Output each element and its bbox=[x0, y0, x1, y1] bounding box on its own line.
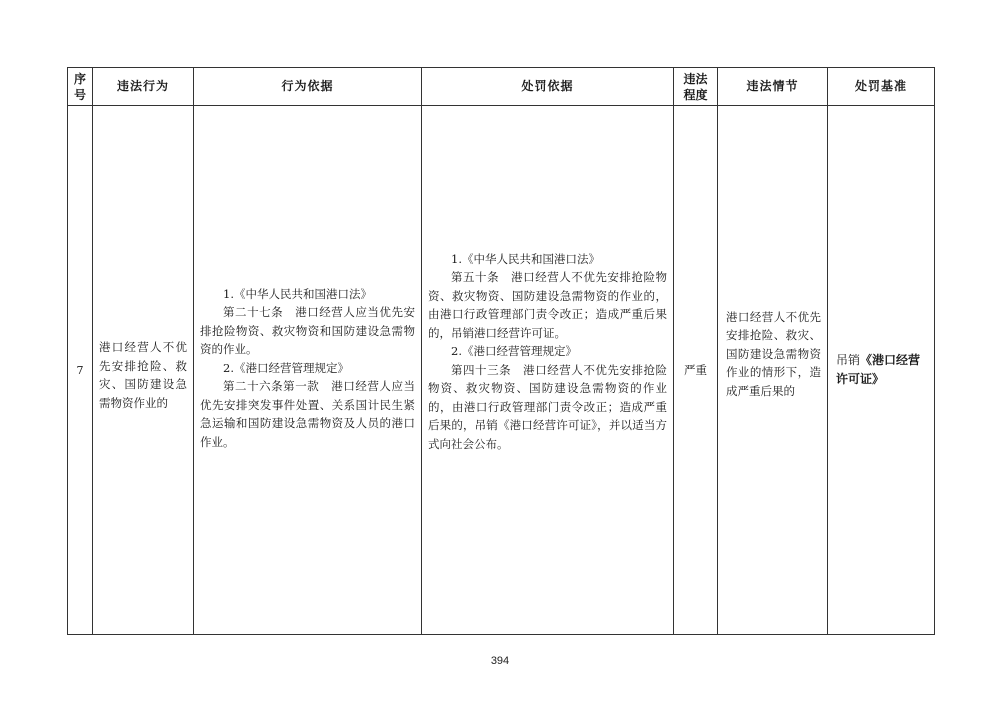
header-conduct-basis: 行为依据 bbox=[194, 68, 422, 106]
header-penalty-basis: 处罚依据 bbox=[422, 68, 674, 106]
page-number: 394 bbox=[490, 655, 510, 667]
conduct-basis-law-article: 第二十七条 港口经营人应当优先安排抢险物资、救灾物资和国防建设急需物资的作业。 bbox=[200, 305, 415, 357]
violation-text: 港口经营人不优先安排抢险、救灾、国防建设急需物资作业的 bbox=[99, 340, 187, 410]
penalty-basis-regulation-title: 2.《港口经营管理规定》 bbox=[451, 344, 577, 359]
cell-conduct-basis bbox=[194, 106, 422, 635]
conduct-basis-regulation-article: 第二十六条第一款 港口经营人应当优先安排突发事件处置、关系国计民生紧急运输和国防建设急需物资及人员的港口作业。 bbox=[200, 379, 415, 449]
penalty-basis-regulation-article: 第四十三条 港口经营人不优先安排抢险物资、救灾物资、国防建设急需物资的作业的，由港口行政管理部门责令改正；造成严重后果的，吊销《港口经营许可证》，并以适当方式向社会公布。 bbox=[428, 362, 667, 451]
penalty-basis-text bbox=[428, 250, 667, 454]
penalty-basis-law-article: 第五十条 港口经营人不优先安排抢险物资、救灾物资、国防建设急需物资的作业的，由港口行政管理部门责令改正；造成严重后果的，吊销港口经营许可证。 bbox=[428, 270, 667, 340]
cell-seq: 7 bbox=[68, 106, 93, 635]
penalty-basis-law-title: 1.《中华人民共和国港口法》 bbox=[451, 251, 600, 266]
cell-degree: 严重 bbox=[674, 106, 718, 635]
header-seq-line2: 号 bbox=[73, 87, 86, 102]
header-degree-line1: 违法 bbox=[683, 71, 708, 86]
cell-penalty-basis bbox=[422, 106, 674, 635]
header-penalty-standard: 处罚基准 bbox=[828, 68, 935, 106]
cell-penalty-standard bbox=[828, 106, 935, 635]
cell-violation bbox=[93, 106, 194, 635]
conduct-basis-regulation-title: 2.《港口经营管理规定》 bbox=[223, 360, 349, 375]
header-seq bbox=[68, 68, 93, 106]
header-violation: 违法行为 bbox=[93, 68, 194, 106]
header-circumstances: 违法情节 bbox=[718, 68, 828, 106]
penalty-standard-text bbox=[836, 351, 928, 389]
header-seq-line1: 序 bbox=[73, 71, 86, 86]
header-degree-line2: 程度 bbox=[683, 87, 708, 102]
penalty-standard-table bbox=[67, 67, 935, 635]
circumstances-text: 港口经营人不优先安排抢险、救灾、国防建设急需物资作业的情形下，造成严重后果的 bbox=[726, 309, 821, 398]
header-degree bbox=[674, 68, 718, 106]
conduct-basis-law-title: 1.《中华人民共和国港口法》 bbox=[223, 286, 372, 301]
header-row bbox=[68, 68, 935, 106]
cell-circumstances bbox=[718, 106, 828, 635]
table-row bbox=[68, 106, 935, 635]
penalty-standard-license: 《港口经营许可证》 bbox=[836, 353, 921, 386]
conduct-basis-text bbox=[200, 285, 415, 452]
penalty-standard-prefix: 吊销 bbox=[836, 353, 861, 367]
